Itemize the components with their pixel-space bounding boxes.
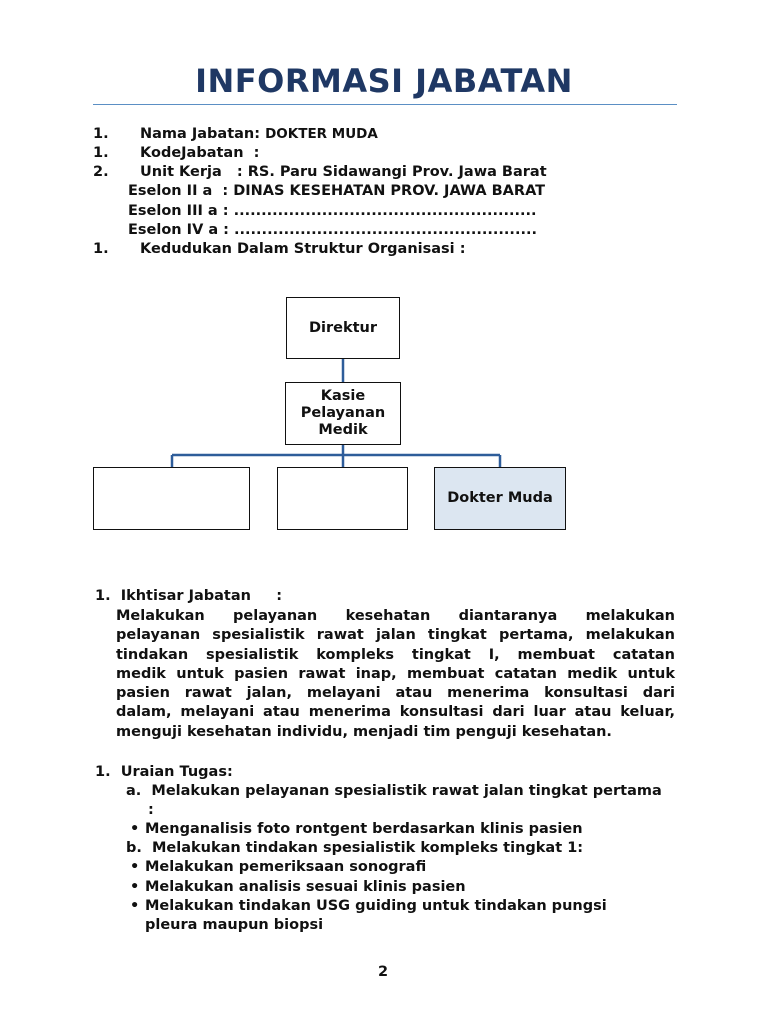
bullet-continuation: pleura maupun biopsi	[145, 917, 324, 933]
eselon-3-line: Eselon III a : .......................................................	[128, 203, 537, 219]
list-number: 1.	[93, 145, 109, 161]
bullet-text: Melakukan pemeriksaan sonografi	[145, 859, 427, 875]
uraian-b-bullet	[130, 879, 466, 895]
org-box-direktur: Direktur	[286, 297, 400, 359]
list-number: 1.	[93, 126, 109, 142]
ikhtisar-heading: 1. Ikhtisar Jabatan :	[95, 588, 282, 604]
uraian-a-bullet	[130, 821, 583, 837]
ikhtisar-paragraph	[116, 607, 675, 742]
bullet-icon: •	[130, 898, 140, 914]
eselon-4-line: Eselon IV a : .......................................................	[128, 222, 537, 238]
uraian-item-a-colon: :	[148, 802, 154, 818]
org-box-kasie-line-2: Pelayanan	[300, 405, 386, 421]
bullet-text: Melakukan analisis sesuai klinis pasien	[145, 879, 466, 895]
bullet-icon: •	[130, 821, 140, 837]
org-box-dokter-muda: Dokter Muda	[434, 467, 566, 530]
bullet-text: Menganalisis foto rontgent berdasarkan klinis pasien	[145, 821, 583, 837]
unit-kerja-label: Unit Kerja : RS. Paru Sidawangi Prov. Jawa Barat	[140, 164, 547, 180]
list-number: 1.	[93, 241, 109, 257]
ikhtisar-line: Melakukan pelayanan kesehatan diantaranya melakukan	[116, 608, 675, 624]
uraian-item-b: b. Melakukan tindakan spesialistik kompleks tingkat 1:	[126, 840, 584, 856]
kedudukan-label: Kedudukan Dalam Struktur Organisasi :	[140, 241, 466, 257]
org-box-kasie	[285, 382, 401, 445]
list-number: 2.	[93, 164, 109, 180]
org-box-child-2	[277, 467, 408, 530]
org-box-kasie-line-3: Medik	[318, 422, 368, 438]
eselon-2-line: Eselon II a : DINAS KESEHATAN PROV. JAWA BARAT	[128, 183, 546, 199]
nama-jabatan-label: Nama Jabatan: DOKTER MUDA	[140, 126, 378, 142]
ikhtisar-line: pelayanan spesialistik rawat jalan tingkat pertama, melakukan	[116, 627, 675, 644]
page-title: INFORMASI JABATAN	[195, 62, 573, 100]
bullet-icon: •	[130, 859, 140, 875]
ikhtisar-line: tindakan spesialistik kompleks tingkat I, membuat catatan	[116, 646, 675, 663]
uraian-heading: 1. Uraian Tugas:	[95, 764, 233, 780]
bullet-text: Melakukan tindakan USG guiding untuk tindakan pungsi	[145, 898, 607, 914]
ikhtisar-line: medik untuk pasien rawat inap, membuat catatan medik untuk	[116, 665, 675, 682]
uraian-b-bullet	[130, 898, 607, 914]
page-number: 2	[378, 964, 389, 980]
bullet-icon: •	[130, 879, 140, 895]
ikhtisar-line: pasien rawat jalan, melayani atau menerima konsultasi dari	[116, 685, 675, 702]
ikhtisar-line: menguji kesehatan individu, menjadi tim penguji kesehatan.	[116, 723, 612, 740]
uraian-b-bullet	[130, 859, 427, 875]
kode-jabatan-label: KodeJabatan :	[140, 145, 260, 161]
org-box-child-1	[93, 467, 250, 530]
org-box-kasie-line-1: Kasie	[320, 388, 366, 404]
ikhtisar-line: dalam, melayani atau menerima konsultasi dari luar atau keluar,	[116, 704, 675, 721]
uraian-item-a: a. Melakukan pelayanan spesialistik rawat jalan tingkat pertama	[126, 783, 662, 799]
